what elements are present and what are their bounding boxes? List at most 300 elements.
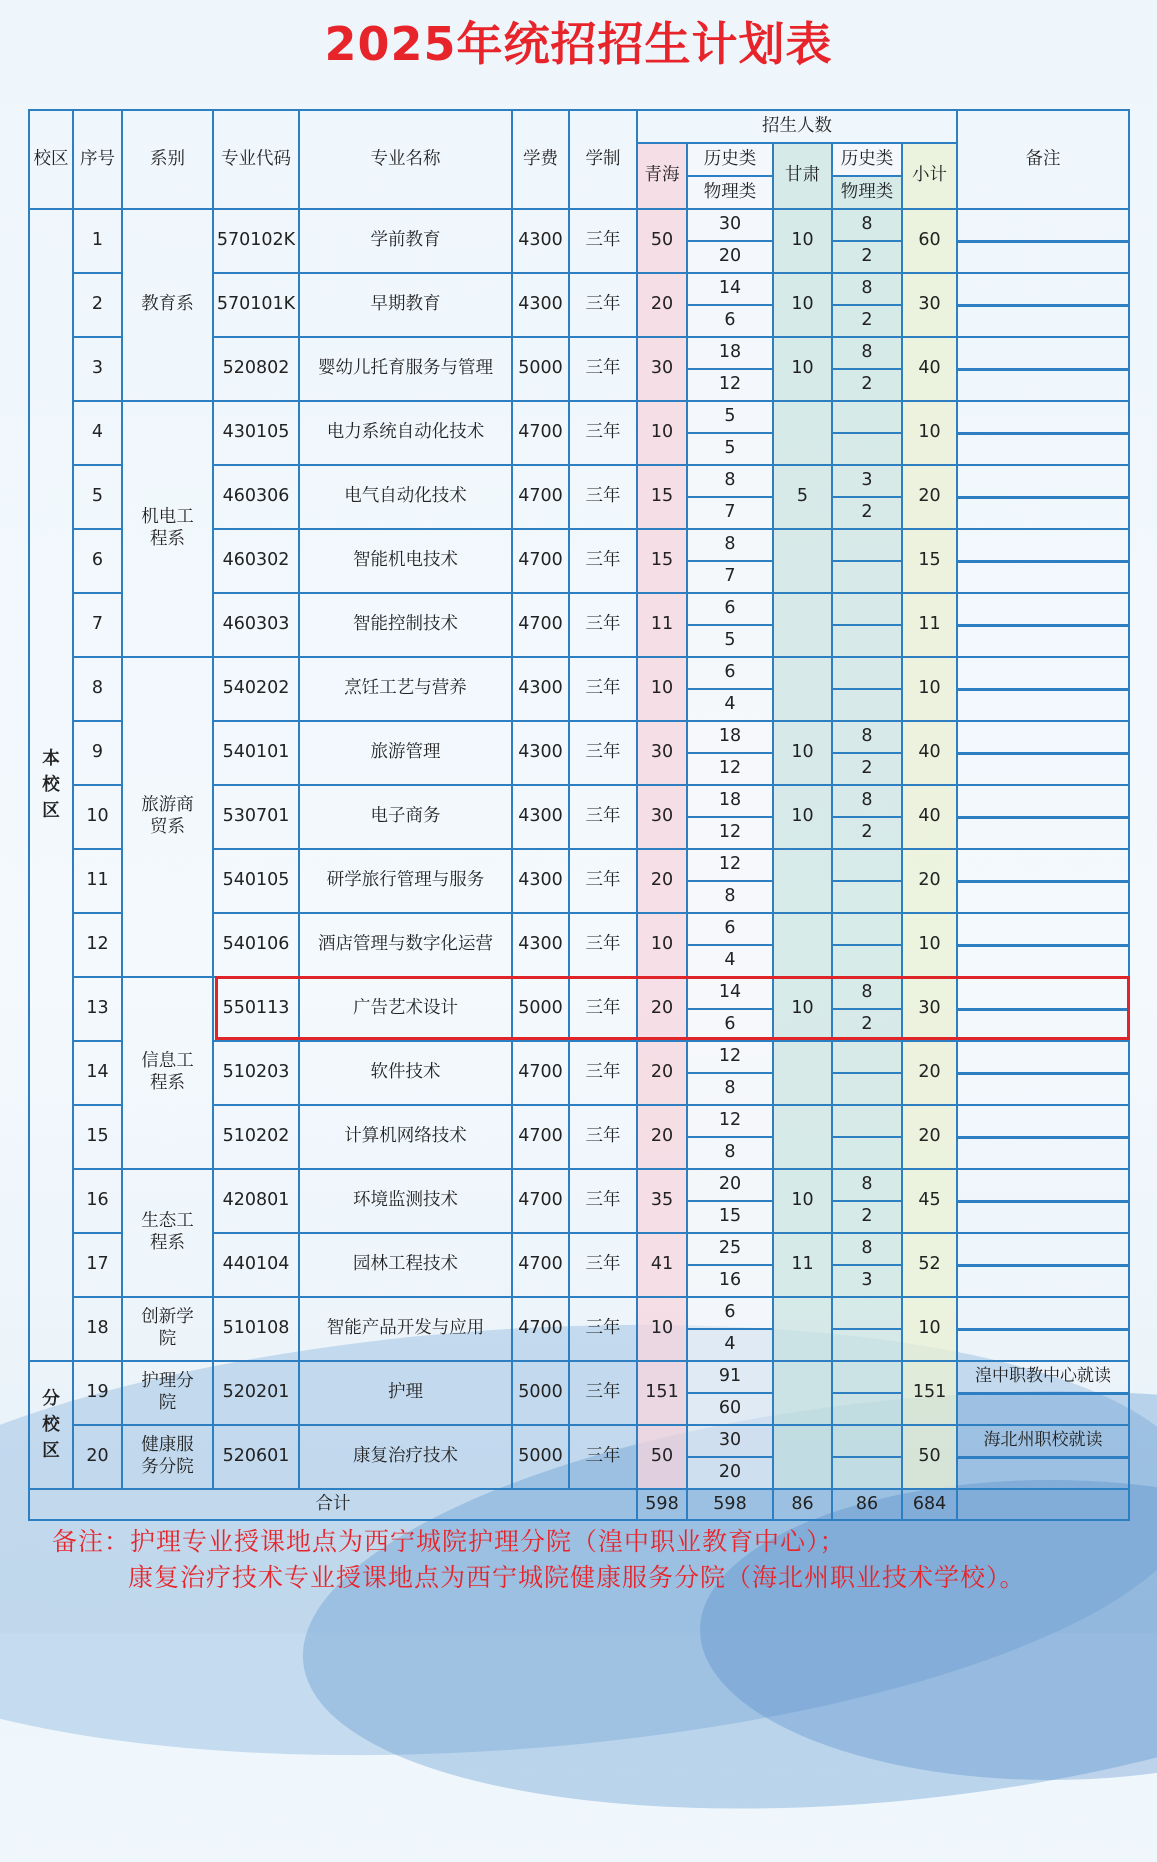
dept-cell: 旅游商贸系 bbox=[122, 657, 213, 977]
major-name-cell: 软件技术 bbox=[299, 1041, 512, 1105]
qinghai-cell: 20 bbox=[637, 977, 687, 1041]
gansu-cell: 10 bbox=[773, 721, 832, 785]
qinghai-physics-cell: 12 bbox=[687, 753, 773, 785]
gansu-history-cell bbox=[832, 1425, 902, 1457]
major-name-cell: 婴幼儿托育服务与管理 bbox=[299, 337, 512, 401]
header-gansu-physics: 物理类 bbox=[832, 176, 902, 209]
gansu-cell bbox=[773, 1105, 832, 1169]
highlight-box bbox=[215, 976, 1130, 1040]
gansu-cell: 10 bbox=[773, 977, 832, 1041]
gansu-history-cell bbox=[832, 1105, 902, 1137]
seq-cell: 4 bbox=[73, 401, 122, 465]
gansu-cell: 11 bbox=[773, 1233, 832, 1297]
major-name-cell: 学前教育 bbox=[299, 209, 512, 273]
remark-cell-sub bbox=[957, 305, 1129, 337]
gansu-cell bbox=[773, 657, 832, 721]
fee-cell: 4300 bbox=[512, 785, 569, 849]
total-qinghai: 598 bbox=[637, 1489, 687, 1520]
major-name-cell: 护理 bbox=[299, 1361, 512, 1425]
remark-cell bbox=[957, 337, 1129, 369]
remark-cell bbox=[957, 1169, 1129, 1201]
major-name-cell: 烹饪工艺与营养 bbox=[299, 657, 512, 721]
campus-cell: 本 校 区 bbox=[29, 209, 73, 1361]
header-gansu-history: 历史类 bbox=[832, 143, 902, 176]
fee-cell: 4700 bbox=[512, 1297, 569, 1361]
major-name-cell: 智能机电技术 bbox=[299, 529, 512, 593]
gansu-history-cell bbox=[832, 593, 902, 625]
qinghai-cell: 20 bbox=[637, 273, 687, 337]
dept-cell: 护理分院 bbox=[122, 1361, 213, 1425]
qinghai-physics-cell: 15 bbox=[687, 1201, 773, 1233]
qinghai-cell: 10 bbox=[637, 1297, 687, 1361]
qinghai-physics-cell: 20 bbox=[687, 1457, 773, 1489]
major-name-cell: 早期教育 bbox=[299, 273, 512, 337]
qinghai-physics-cell: 4 bbox=[687, 689, 773, 721]
subtotal-cell: 30 bbox=[902, 273, 957, 337]
gansu-history-cell bbox=[832, 401, 902, 433]
code-cell: 570102K bbox=[213, 209, 299, 273]
code-cell: 540202 bbox=[213, 657, 299, 721]
major-name-cell: 电力系统自动化技术 bbox=[299, 401, 512, 465]
seq-cell: 1 bbox=[73, 209, 122, 273]
gansu-cell bbox=[773, 593, 832, 657]
gansu-history-cell bbox=[832, 849, 902, 881]
qinghai-physics-cell: 8 bbox=[687, 881, 773, 913]
duration-cell: 三年 bbox=[569, 337, 637, 401]
gansu-cell bbox=[773, 1425, 832, 1489]
qinghai-physics-cell: 60 bbox=[687, 1393, 773, 1425]
duration-cell: 三年 bbox=[569, 977, 637, 1041]
duration-cell: 三年 bbox=[569, 465, 637, 529]
duration-cell: 三年 bbox=[569, 401, 637, 465]
total-qinghai-detail: 598 bbox=[687, 1489, 773, 1520]
major-name-cell: 智能产品开发与应用 bbox=[299, 1297, 512, 1361]
gansu-history-cell: 8 bbox=[832, 337, 902, 369]
seq-cell: 3 bbox=[73, 337, 122, 401]
seq-cell: 7 bbox=[73, 593, 122, 657]
header-campus: 校区 bbox=[29, 110, 73, 209]
dept-cell: 机电工程系 bbox=[122, 401, 213, 657]
qinghai-cell: 30 bbox=[637, 785, 687, 849]
duration-cell: 三年 bbox=[569, 1297, 637, 1361]
code-cell: 540101 bbox=[213, 721, 299, 785]
seq-cell: 8 bbox=[73, 657, 122, 721]
dept-cell: 教育系 bbox=[122, 209, 213, 401]
code-cell: 550113 bbox=[213, 977, 299, 1041]
qinghai-physics-cell: 7 bbox=[687, 561, 773, 593]
table-row bbox=[29, 657, 1129, 689]
duration-cell: 三年 bbox=[569, 1425, 637, 1489]
gansu-history-cell: 3 bbox=[832, 465, 902, 497]
subtotal-cell: 45 bbox=[902, 1169, 957, 1233]
gansu-physics-cell: 2 bbox=[832, 1201, 902, 1233]
qinghai-physics-cell: 12 bbox=[687, 369, 773, 401]
gansu-physics-cell: 2 bbox=[832, 369, 902, 401]
dept-cell: 创新学院 bbox=[122, 1297, 213, 1361]
remark-cell-sub bbox=[957, 1265, 1129, 1297]
subtotal-cell: 30 bbox=[902, 977, 957, 1041]
gansu-cell bbox=[773, 849, 832, 913]
gansu-physics-cell: 2 bbox=[832, 817, 902, 849]
table-row bbox=[29, 1169, 1129, 1201]
seq-cell: 17 bbox=[73, 1233, 122, 1297]
seq-cell: 10 bbox=[73, 785, 122, 849]
code-cell: 460303 bbox=[213, 593, 299, 657]
subtotal-cell: 10 bbox=[902, 401, 957, 465]
page-title: 2025年统招招生计划表 bbox=[324, 17, 833, 71]
major-name-cell: 电子商务 bbox=[299, 785, 512, 849]
subtotal-cell: 20 bbox=[902, 1041, 957, 1105]
header-fee: 学费 bbox=[512, 110, 569, 209]
duration-cell: 三年 bbox=[569, 1361, 637, 1425]
qinghai-physics-cell: 5 bbox=[687, 433, 773, 465]
seq-cell: 14 bbox=[73, 1041, 122, 1105]
gansu-history-cell bbox=[832, 529, 902, 561]
qinghai-physics-cell: 4 bbox=[687, 1329, 773, 1361]
fee-cell: 4700 bbox=[512, 593, 569, 657]
gansu-physics-cell: 2 bbox=[832, 241, 902, 273]
remark-cell bbox=[957, 593, 1129, 625]
header-duration: 学制 bbox=[569, 110, 637, 209]
qinghai-cell: 10 bbox=[637, 657, 687, 721]
gansu-physics-cell bbox=[832, 689, 902, 721]
gansu-cell bbox=[773, 529, 832, 593]
duration-cell: 三年 bbox=[569, 273, 637, 337]
duration-cell: 三年 bbox=[569, 657, 637, 721]
gansu-cell: 10 bbox=[773, 273, 832, 337]
fee-cell: 4700 bbox=[512, 1169, 569, 1233]
footnote-line-2: 康复治疗技术专业授课地点为西宁城院健康服务分院（海北州职业技术学校）。 bbox=[128, 1563, 1026, 1592]
qinghai-history-cell: 18 bbox=[687, 785, 773, 817]
gansu-cell bbox=[773, 401, 832, 465]
subtotal-cell: 11 bbox=[902, 593, 957, 657]
qinghai-history-cell: 6 bbox=[687, 657, 773, 689]
remark-cell-sub bbox=[957, 625, 1129, 657]
duration-cell: 三年 bbox=[569, 1169, 637, 1233]
gansu-history-cell bbox=[832, 1361, 902, 1393]
qinghai-history-cell: 6 bbox=[687, 913, 773, 945]
code-cell: 430105 bbox=[213, 401, 299, 465]
table-row bbox=[29, 1425, 1129, 1457]
code-cell: 570101K bbox=[213, 273, 299, 337]
footnote-line-1: 备注：护理专业授课地点为西宁城院护理分院（湟中职业教育中心）； bbox=[52, 1527, 846, 1556]
duration-cell: 三年 bbox=[569, 785, 637, 849]
fee-cell: 4300 bbox=[512, 721, 569, 785]
remark-cell bbox=[957, 657, 1129, 689]
qinghai-history-cell: 6 bbox=[687, 1297, 773, 1329]
seq-cell: 9 bbox=[73, 721, 122, 785]
remark-cell-sub bbox=[957, 369, 1129, 401]
seq-cell: 18 bbox=[73, 1297, 122, 1361]
major-name-cell: 广告艺术设计 bbox=[299, 977, 512, 1041]
dept-cell: 健康服务分院 bbox=[122, 1425, 213, 1489]
qinghai-cell: 15 bbox=[637, 529, 687, 593]
qinghai-cell: 10 bbox=[637, 913, 687, 977]
remark-cell bbox=[957, 1105, 1129, 1137]
remark-cell bbox=[957, 721, 1129, 753]
seq-cell: 15 bbox=[73, 1105, 122, 1169]
duration-cell: 三年 bbox=[569, 721, 637, 785]
gansu-history-cell: 8 bbox=[832, 785, 902, 817]
subtotal-cell: 52 bbox=[902, 1233, 957, 1297]
code-cell: 510108 bbox=[213, 1297, 299, 1361]
qinghai-cell: 50 bbox=[637, 1425, 687, 1489]
fee-cell: 4700 bbox=[512, 1041, 569, 1105]
total-gansu-detail: 86 bbox=[832, 1489, 902, 1520]
gansu-history-cell bbox=[832, 1297, 902, 1329]
dept-cell: 信息工程系 bbox=[122, 977, 213, 1169]
subtotal-cell: 151 bbox=[902, 1361, 957, 1425]
gansu-cell: 5 bbox=[773, 465, 832, 529]
qinghai-cell: 50 bbox=[637, 209, 687, 273]
gansu-physics-cell: 3 bbox=[832, 1265, 902, 1297]
major-name-cell: 环境监测技术 bbox=[299, 1169, 512, 1233]
total-subtotal: 684 bbox=[902, 1489, 957, 1520]
remark-cell bbox=[957, 1041, 1129, 1073]
code-cell: 460302 bbox=[213, 529, 299, 593]
gansu-physics-cell bbox=[832, 945, 902, 977]
qinghai-cell: 15 bbox=[637, 465, 687, 529]
gansu-physics-cell: 2 bbox=[832, 305, 902, 337]
seq-cell: 16 bbox=[73, 1169, 122, 1233]
remark-cell: 海北州职校就读 bbox=[957, 1425, 1129, 1457]
remark-cell bbox=[957, 1297, 1129, 1329]
dept-cell: 生态工程系 bbox=[122, 1169, 213, 1297]
qinghai-history-cell: 20 bbox=[687, 1169, 773, 1201]
gansu-physics-cell bbox=[832, 881, 902, 913]
fee-cell: 5000 bbox=[512, 1361, 569, 1425]
table-row bbox=[29, 1297, 1129, 1329]
gansu-cell: 10 bbox=[773, 1169, 832, 1233]
gansu-physics-cell bbox=[832, 1137, 902, 1169]
code-cell: 420801 bbox=[213, 1169, 299, 1233]
remark-cell-sub bbox=[957, 1393, 1129, 1425]
qinghai-history-cell: 18 bbox=[687, 721, 773, 753]
seq-cell: 12 bbox=[73, 913, 122, 977]
header-remark: 备注 bbox=[957, 110, 1129, 209]
qinghai-cell: 41 bbox=[637, 1233, 687, 1297]
gansu-physics-cell bbox=[832, 1329, 902, 1361]
qinghai-cell: 10 bbox=[637, 401, 687, 465]
fee-cell: 5000 bbox=[512, 337, 569, 401]
subtotal-cell: 20 bbox=[902, 1105, 957, 1169]
gansu-history-cell bbox=[832, 1041, 902, 1073]
subtotal-cell: 50 bbox=[902, 1425, 957, 1489]
header-code: 专业代码 bbox=[213, 110, 299, 209]
major-name-cell: 计算机网络技术 bbox=[299, 1105, 512, 1169]
duration-cell: 三年 bbox=[569, 529, 637, 593]
code-cell: 510202 bbox=[213, 1105, 299, 1169]
qinghai-physics-cell: 20 bbox=[687, 241, 773, 273]
header-qinghai-physics: 物理类 bbox=[687, 176, 773, 209]
total-remark bbox=[957, 1489, 1129, 1520]
gansu-cell: 10 bbox=[773, 785, 832, 849]
subtotal-cell: 60 bbox=[902, 209, 957, 273]
fee-cell: 5000 bbox=[512, 977, 569, 1041]
seq-cell: 11 bbox=[73, 849, 122, 913]
gansu-physics-cell bbox=[832, 1393, 902, 1425]
major-name-cell: 旅游管理 bbox=[299, 721, 512, 785]
subtotal-cell: 40 bbox=[902, 721, 957, 785]
qinghai-cell: 20 bbox=[637, 849, 687, 913]
remark-cell-sub bbox=[957, 1137, 1129, 1169]
subtotal-cell: 15 bbox=[902, 529, 957, 593]
qinghai-history-cell: 6 bbox=[687, 593, 773, 625]
code-cell: 510203 bbox=[213, 1041, 299, 1105]
seq-cell: 6 bbox=[73, 529, 122, 593]
gansu-physics-cell: 2 bbox=[832, 1009, 902, 1041]
qinghai-physics-cell: 4 bbox=[687, 945, 773, 977]
gansu-cell bbox=[773, 1041, 832, 1105]
gansu-cell: 10 bbox=[773, 209, 832, 273]
qinghai-physics-cell: 12 bbox=[687, 817, 773, 849]
fee-cell: 5000 bbox=[512, 1425, 569, 1489]
gansu-physics-cell bbox=[832, 561, 902, 593]
seq-cell: 5 bbox=[73, 465, 122, 529]
header-seq: 序号 bbox=[73, 110, 122, 209]
subtotal-cell: 10 bbox=[902, 657, 957, 721]
qinghai-physics-cell: 8 bbox=[687, 1137, 773, 1169]
code-cell: 540105 bbox=[213, 849, 299, 913]
subtotal-cell: 10 bbox=[902, 913, 957, 977]
remark-cell-sub bbox=[957, 945, 1129, 977]
remark-cell bbox=[957, 209, 1129, 241]
table-row bbox=[29, 1361, 1129, 1393]
header-qinghai-history: 历史类 bbox=[687, 143, 773, 176]
remark-cell bbox=[957, 273, 1129, 305]
major-name-cell: 电气自动化技术 bbox=[299, 465, 512, 529]
gansu-physics-cell bbox=[832, 433, 902, 465]
seq-cell: 20 bbox=[73, 1425, 122, 1489]
qinghai-history-cell: 8 bbox=[687, 529, 773, 561]
qinghai-history-cell: 91 bbox=[687, 1361, 773, 1393]
remark-cell-sub bbox=[957, 1201, 1129, 1233]
totals-row bbox=[29, 1489, 1129, 1520]
subtotal-cell: 10 bbox=[902, 1297, 957, 1361]
subtotal-cell: 20 bbox=[902, 849, 957, 913]
campus-cell: 分 校 区 bbox=[29, 1361, 73, 1489]
code-cell: 520601 bbox=[213, 1425, 299, 1489]
remark-cell: 湟中职教中心就读 bbox=[957, 1361, 1129, 1393]
header-qinghai: 青海 bbox=[637, 143, 687, 209]
qinghai-cell: 151 bbox=[637, 1361, 687, 1425]
gansu-physics-cell bbox=[832, 1457, 902, 1489]
table-row bbox=[29, 401, 1129, 433]
gansu-history-cell: 8 bbox=[832, 273, 902, 305]
remark-cell bbox=[957, 849, 1129, 881]
gansu-physics-cell bbox=[832, 1073, 902, 1105]
qinghai-cell: 20 bbox=[637, 1041, 687, 1105]
major-name-cell: 酒店管理与数字化运营 bbox=[299, 913, 512, 977]
qinghai-history-cell: 12 bbox=[687, 1105, 773, 1137]
gansu-cell bbox=[773, 1361, 832, 1425]
gansu-history-cell bbox=[832, 657, 902, 689]
subtotal-cell: 40 bbox=[902, 785, 957, 849]
remark-cell-sub bbox=[957, 497, 1129, 529]
remark-cell-sub bbox=[957, 1073, 1129, 1105]
fee-cell: 4700 bbox=[512, 1105, 569, 1169]
gansu-history-cell: 8 bbox=[832, 1169, 902, 1201]
qinghai-cell: 11 bbox=[637, 593, 687, 657]
gansu-history-cell: 8 bbox=[832, 977, 902, 1009]
duration-cell: 三年 bbox=[569, 593, 637, 657]
qinghai-physics-cell: 8 bbox=[687, 1073, 773, 1105]
duration-cell: 三年 bbox=[569, 849, 637, 913]
remark-cell bbox=[957, 529, 1129, 561]
subtotal-cell: 20 bbox=[902, 465, 957, 529]
remark-cell bbox=[957, 401, 1129, 433]
fee-cell: 4700 bbox=[512, 401, 569, 465]
qinghai-history-cell: 30 bbox=[687, 1425, 773, 1457]
qinghai-physics-cell: 16 bbox=[687, 1265, 773, 1297]
gansu-physics-cell: 2 bbox=[832, 753, 902, 785]
subtotal-cell: 40 bbox=[902, 337, 957, 401]
header-gansu: 甘肃 bbox=[773, 143, 832, 209]
qinghai-physics-cell: 7 bbox=[687, 497, 773, 529]
fee-cell: 4300 bbox=[512, 209, 569, 273]
remark-cell-sub bbox=[957, 817, 1129, 849]
qinghai-history-cell: 12 bbox=[687, 849, 773, 881]
enrollment-plan-table bbox=[28, 109, 1130, 1521]
gansu-history-cell: 8 bbox=[832, 209, 902, 241]
header-major-name: 专业名称 bbox=[299, 110, 512, 209]
qinghai-history-cell: 14 bbox=[687, 977, 773, 1009]
duration-cell: 三年 bbox=[569, 913, 637, 977]
major-name-cell: 康复治疗技术 bbox=[299, 1425, 512, 1489]
duration-cell: 三年 bbox=[569, 209, 637, 273]
qinghai-physics-cell: 6 bbox=[687, 305, 773, 337]
gansu-cell bbox=[773, 913, 832, 977]
seq-cell: 19 bbox=[73, 1361, 122, 1425]
gansu-physics-cell: 2 bbox=[832, 497, 902, 529]
remark-cell-sub bbox=[957, 689, 1129, 721]
qinghai-physics-cell: 6 bbox=[687, 1009, 773, 1041]
total-gansu: 86 bbox=[773, 1489, 832, 1520]
qinghai-history-cell: 8 bbox=[687, 465, 773, 497]
fee-cell: 4300 bbox=[512, 849, 569, 913]
header-enrollment: 招生人数 bbox=[637, 110, 957, 143]
qinghai-cell: 20 bbox=[637, 1105, 687, 1169]
code-cell: 520201 bbox=[213, 1361, 299, 1425]
gansu-cell: 10 bbox=[773, 337, 832, 401]
fee-cell: 4700 bbox=[512, 1233, 569, 1297]
major-name-cell: 智能控制技术 bbox=[299, 593, 512, 657]
code-cell: 530701 bbox=[213, 785, 299, 849]
fee-cell: 4300 bbox=[512, 913, 569, 977]
remark-cell-sub bbox=[957, 881, 1129, 913]
seq-cell: 2 bbox=[73, 273, 122, 337]
remark-cell-sub bbox=[957, 433, 1129, 465]
qinghai-history-cell: 30 bbox=[687, 209, 773, 241]
remark-cell bbox=[957, 465, 1129, 497]
major-name-cell: 园林工程技术 bbox=[299, 1233, 512, 1297]
remark-cell-sub bbox=[957, 1457, 1129, 1489]
fee-cell: 4700 bbox=[512, 465, 569, 529]
code-cell: 460306 bbox=[213, 465, 299, 529]
table-row bbox=[29, 209, 1129, 241]
gansu-history-cell: 8 bbox=[832, 1233, 902, 1265]
remark-cell-sub bbox=[957, 1329, 1129, 1361]
qinghai-history-cell: 5 bbox=[687, 401, 773, 433]
remark-cell-sub bbox=[957, 561, 1129, 593]
duration-cell: 三年 bbox=[569, 1233, 637, 1297]
remark-cell-sub bbox=[957, 753, 1129, 785]
code-cell: 540106 bbox=[213, 913, 299, 977]
remark-cell bbox=[957, 913, 1129, 945]
major-name-cell: 研学旅行管理与服务 bbox=[299, 849, 512, 913]
fee-cell: 4300 bbox=[512, 273, 569, 337]
code-cell: 520802 bbox=[213, 337, 299, 401]
